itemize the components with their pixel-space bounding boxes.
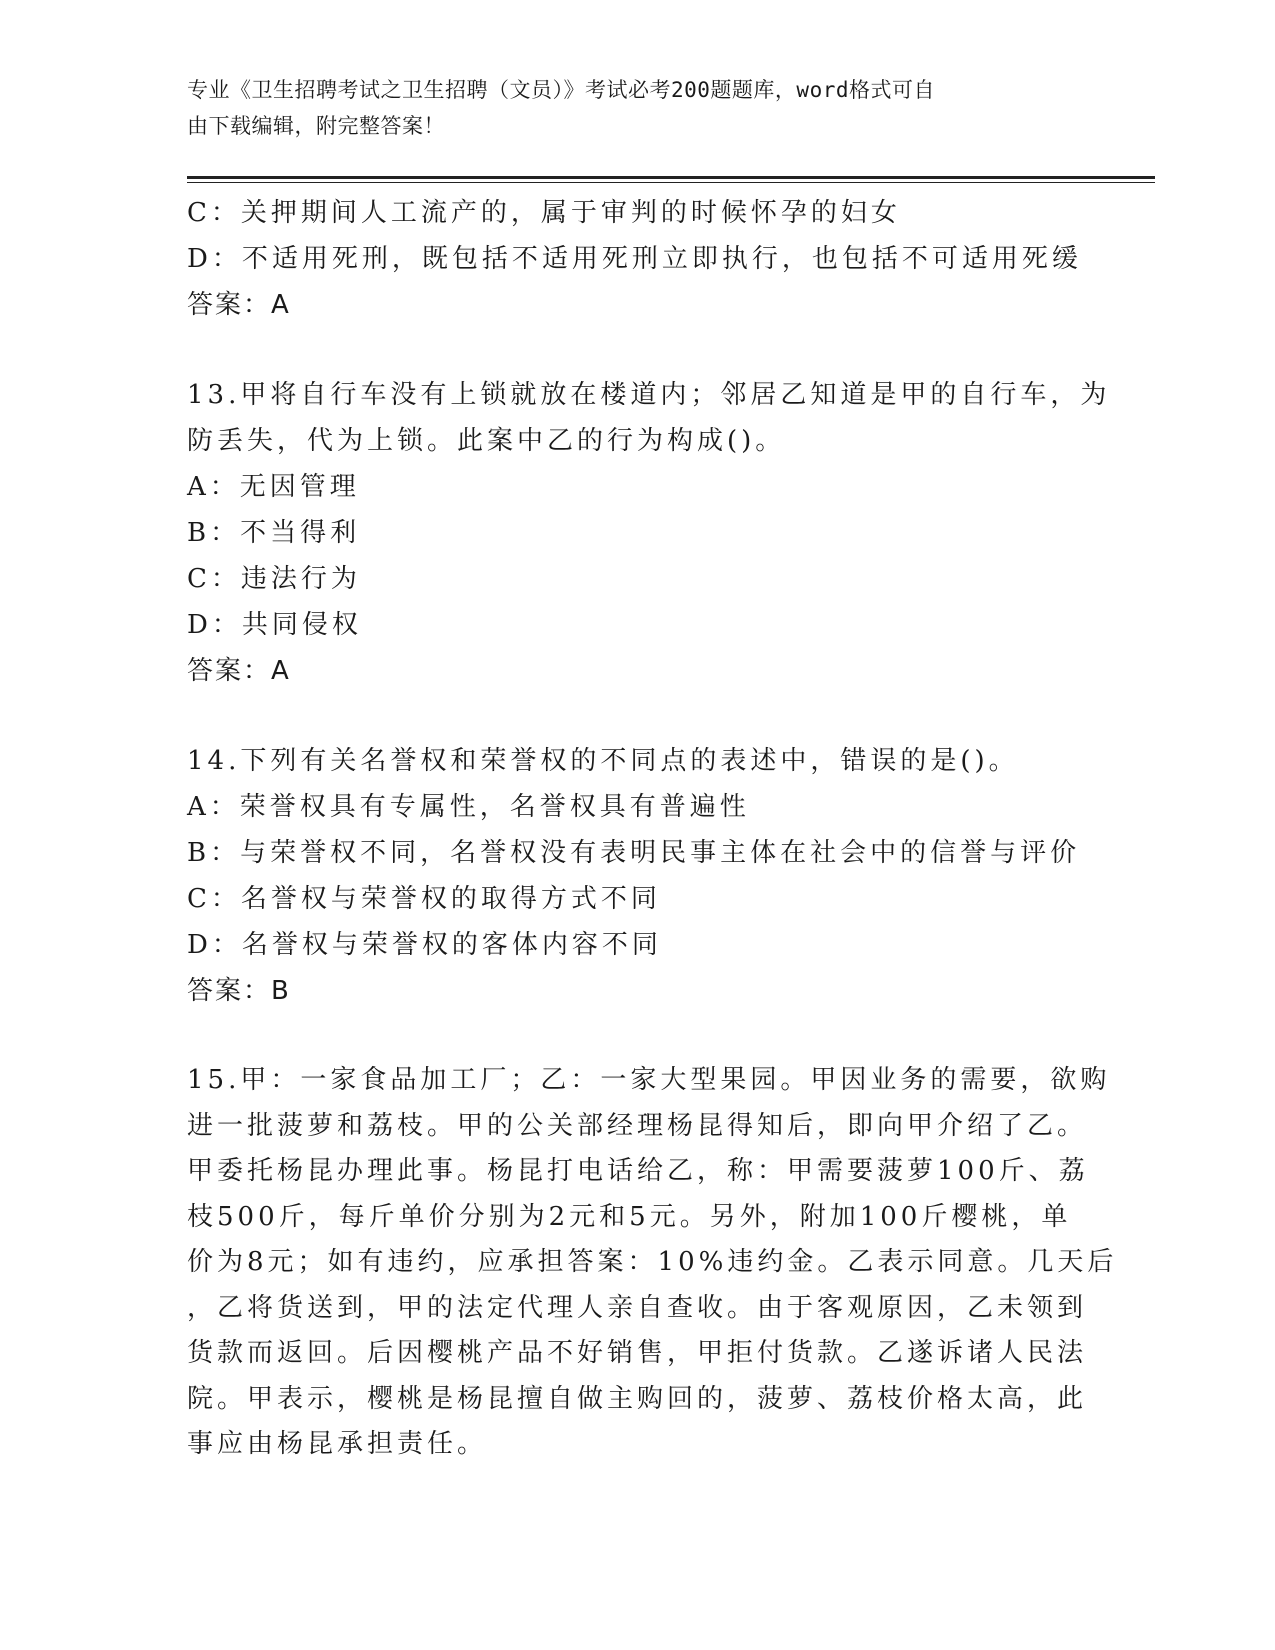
question-14 [187, 738, 1087, 1014]
question-stem-line: 13.甲将自行车没有上锁就放在楼道内；邻居乙知道是甲的自行车，为 [187, 380, 1111, 410]
question-stem-line: 15.甲：一家食品加工厂；乙：一家大型果园。甲因业务的需要，欲购 [187, 1065, 1111, 1095]
option-a: A：无因管理 [187, 472, 360, 502]
option-c: C：名誉权与荣誉权的取得方式不同 [187, 884, 661, 914]
option-b: B：不当得利 [187, 518, 361, 548]
question-stem-line: 进一批菠萝和荔枝。甲的公关部经理杨昆得知后，即向甲介绍了乙。 [187, 1110, 1088, 1141]
option-d: D：名誉权与荣誉权的客体内容不同 [187, 930, 662, 960]
question-15 [187, 1058, 1118, 1468]
question-stem-line: 甲委托杨昆办理此事。杨昆打电话给乙，称：甲需要菠萝100斤、荔 [187, 1156, 1089, 1186]
question-stem-line: 院。甲表示，樱桃是杨昆擅自做主购回的，菠萝、荔枝价格太高，此 [187, 1383, 1088, 1414]
header-divider-thin [187, 182, 1155, 183]
question-stem-line: 14.下列有关名誉权和荣誉权的不同点的表述中，错误的是()。 [187, 746, 1019, 776]
header-line-2: 由下载编辑，附完整答案！ [187, 114, 445, 138]
option-d: D：共同侵权 [187, 610, 362, 640]
question-stem-line: 价为8元；如有违约，应承担答案：10%违约金。乙表示同意。几天后 [187, 1247, 1118, 1277]
question-13 [187, 372, 1111, 694]
question-12-tail [187, 190, 1087, 328]
question-stem-line: 货款而返回。后因樱桃产品不好销售，甲拒付货款。乙遂诉诸人民法 [187, 1338, 1088, 1368]
spacer [187, 328, 1087, 372]
answer-line: 答案：B [187, 976, 291, 1006]
question-stem-line: ，乙将货送到，甲的法定代理人亲自查收。由于客观原因，乙未领到 [187, 1292, 1088, 1323]
option-b: B：与荣誉权不同，名誉权没有表明民事主体在社会中的信誉与评价 [187, 838, 1081, 868]
question-stem-line: 防丢失，代为上锁。此案中乙的行为构成()。 [187, 426, 786, 456]
spacer [187, 1014, 1087, 1058]
option-c: C：关押期间人工流产的，属于审判的时候怀孕的妇女 [187, 198, 901, 228]
document-header [187, 72, 1067, 144]
spacer [187, 694, 1087, 738]
header-divider-thick [187, 176, 1155, 179]
question-stem-line: 事应由杨昆承担责任。 [187, 1429, 488, 1459]
answer-line: 答案：A [187, 290, 291, 320]
question-stem-line: 枝500斤，每斤单价分别为2元和5元。另外，附加100斤樱桃，单 [187, 1201, 1072, 1232]
header-line-1: 专业《卫生招聘考试之卫生招聘（文员）》考试必考200题题库，word格式可自 [187, 78, 935, 102]
option-d: D：不适用死刑，既包括不适用死刑立即执行，也包括不可适用死缓 [187, 244, 1082, 274]
answer-line: 答案：A [187, 656, 291, 686]
option-c: C：违法行为 [187, 564, 361, 594]
option-a: A：荣誉权具有专属性，名誉权具有普遍性 [187, 792, 750, 822]
document-body [187, 190, 1118, 1468]
